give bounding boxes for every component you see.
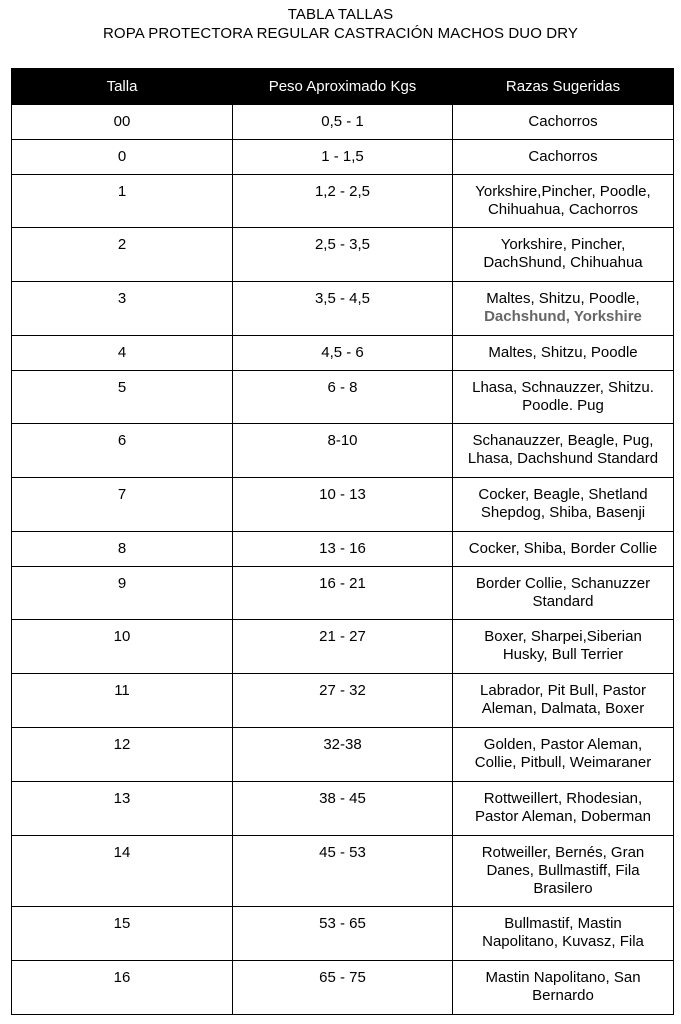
size-cell: 0 <box>12 140 233 175</box>
breeds-line: Collie, Pitbull, Weimaraner <box>474 754 652 771</box>
breeds-cell <box>453 175 674 228</box>
size-cell: 12 <box>12 728 233 782</box>
breeds-line: Labrador, Pit Bull, Pastor <box>480 682 646 699</box>
breeds-line: Bullmastif, Mastin <box>504 915 622 932</box>
breeds-line: Bernardo <box>532 987 594 1004</box>
weight-cell: 10 - 13 <box>233 478 453 532</box>
table-row <box>12 907 674 961</box>
table-row <box>12 532 674 567</box>
table-row <box>12 567 674 620</box>
breeds-line: Cachorros <box>528 113 598 130</box>
weight-cell: 45 - 53 <box>233 836 453 907</box>
breeds-cell <box>453 336 674 371</box>
breeds-cell <box>453 282 674 336</box>
breeds-line: Mastin Napolitano, San <box>485 969 641 986</box>
breeds-line: Golden, Pastor Aleman, <box>483 736 643 753</box>
breeds-line: Chihuahua, Cachorros <box>487 201 639 218</box>
table-row <box>12 424 674 478</box>
weight-cell: 32-38 <box>233 728 453 782</box>
breeds-cell <box>453 961 674 1015</box>
breeds-line: Danes, Bullmastiff, Fila <box>486 862 640 879</box>
breeds-cell <box>453 728 674 782</box>
weight-cell: 1,2 - 2,5 <box>233 175 453 228</box>
breeds-line: Cocker, Beagle, Shetland <box>478 486 648 503</box>
header-breeds: Razas Sugeridas <box>453 69 674 105</box>
breeds-line: Lhasa, Dachshund Standard <box>467 450 659 467</box>
size-cell: 8 <box>12 532 233 567</box>
breeds-line: Rotweiller, Bernés, Gran <box>481 844 645 861</box>
size-cell: 3 <box>12 282 233 336</box>
breeds-line: Rottweillert, Rhodesian, <box>483 790 643 807</box>
table-row <box>12 782 674 836</box>
breeds-line: Maltes, Shitzu, Poodle <box>488 344 638 361</box>
weight-cell: 0,5 - 1 <box>233 105 453 140</box>
size-cell: 11 <box>12 674 233 728</box>
breeds-line: Pastor Aleman, Doberman <box>475 808 651 825</box>
size-cell: 14 <box>12 836 233 907</box>
table-row <box>12 105 674 140</box>
size-table <box>11 68 674 1015</box>
title-line-2: ROPA PROTECTORA REGULAR CASTRACIÓN MACHOS DUO DRY <box>103 25 578 42</box>
breeds-cell <box>453 140 674 175</box>
breeds-line: DachShund, Chihuahua <box>483 254 643 271</box>
breeds-line: Dachshund, Yorkshire <box>484 308 642 325</box>
size-cell: 00 <box>12 105 233 140</box>
weight-cell: 53 - 65 <box>233 907 453 961</box>
breeds-cell <box>453 424 674 478</box>
table-row <box>12 961 674 1015</box>
breeds-cell <box>453 478 674 532</box>
weight-cell: 3,5 - 4,5 <box>233 282 453 336</box>
size-cell: 7 <box>12 478 233 532</box>
size-cell: 6 <box>12 424 233 478</box>
size-cell: 15 <box>12 907 233 961</box>
breeds-cell <box>453 620 674 674</box>
weight-cell: 16 - 21 <box>233 567 453 620</box>
document-title <box>0 5 681 43</box>
breeds-line: Yorkshire, Pincher, <box>500 236 626 253</box>
size-table-body <box>12 105 674 1015</box>
weight-cell: 21 - 27 <box>233 620 453 674</box>
breeds-line: Lhasa, Schnauzzer, Shitzu. <box>472 379 654 396</box>
weight-cell: 8-10 <box>233 424 453 478</box>
table-row <box>12 140 674 175</box>
table-row <box>12 836 674 907</box>
header-row <box>12 69 674 105</box>
weight-cell: 38 - 45 <box>233 782 453 836</box>
size-cell: 2 <box>12 228 233 282</box>
breeds-line: Husky, Bull Terrier <box>502 646 624 663</box>
table-row <box>12 728 674 782</box>
breeds-line: Aleman, Dalmata, Boxer <box>481 700 645 717</box>
breeds-line: Brasilero <box>533 880 593 897</box>
size-cell: 10 <box>12 620 233 674</box>
breeds-line: Border Collie, Schanuzzer <box>475 575 651 592</box>
breeds-line: Standard <box>532 593 594 610</box>
size-table-header <box>12 69 674 105</box>
header-weight: Peso Aproximado Kgs <box>233 69 453 105</box>
table-row <box>12 282 674 336</box>
breeds-cell <box>453 532 674 567</box>
breeds-line: Cachorros <box>528 148 598 165</box>
size-cell: 16 <box>12 961 233 1015</box>
weight-cell: 6 - 8 <box>233 371 453 424</box>
table-row <box>12 228 674 282</box>
weight-cell: 4,5 - 6 <box>233 336 453 371</box>
breeds-cell <box>453 105 674 140</box>
size-cell: 9 <box>12 567 233 620</box>
table-row <box>12 175 674 228</box>
table-row <box>12 620 674 674</box>
title-line-1: TABLA TALLAS <box>287 6 394 23</box>
weight-cell: 65 - 75 <box>233 961 453 1015</box>
breeds-cell <box>453 567 674 620</box>
size-cell: 13 <box>12 782 233 836</box>
table-row <box>12 371 674 424</box>
weight-cell: 2,5 - 3,5 <box>233 228 453 282</box>
breeds-line: Boxer, Sharpei,Siberian <box>484 628 642 645</box>
weight-cell: 1 - 1,5 <box>233 140 453 175</box>
breeds-cell <box>453 228 674 282</box>
table-row <box>12 674 674 728</box>
table-row <box>12 478 674 532</box>
breeds-line: Yorkshire,Pincher, Poodle, <box>475 183 651 200</box>
breeds-line: Maltes, Shitzu, Poodle, <box>486 290 640 307</box>
breeds-line: Napolitano, Kuvasz, Fila <box>482 933 644 950</box>
breeds-line: Cocker, Shiba, Border Collie <box>468 540 658 557</box>
breeds-cell <box>453 674 674 728</box>
breeds-line: Shepdog, Shiba, Basenji <box>480 504 646 521</box>
breeds-cell <box>453 907 674 961</box>
breeds-line: Poodle. Pug <box>522 397 604 414</box>
header-size: Talla <box>12 69 233 105</box>
weight-cell: 13 - 16 <box>233 532 453 567</box>
size-cell: 1 <box>12 175 233 228</box>
breeds-cell <box>453 371 674 424</box>
size-cell: 4 <box>12 336 233 371</box>
breeds-cell <box>453 782 674 836</box>
table-row <box>12 336 674 371</box>
weight-cell: 27 - 32 <box>233 674 453 728</box>
breeds-line: Schanauzzer, Beagle, Pug, <box>472 432 654 449</box>
breeds-cell <box>453 836 674 907</box>
size-cell: 5 <box>12 371 233 424</box>
